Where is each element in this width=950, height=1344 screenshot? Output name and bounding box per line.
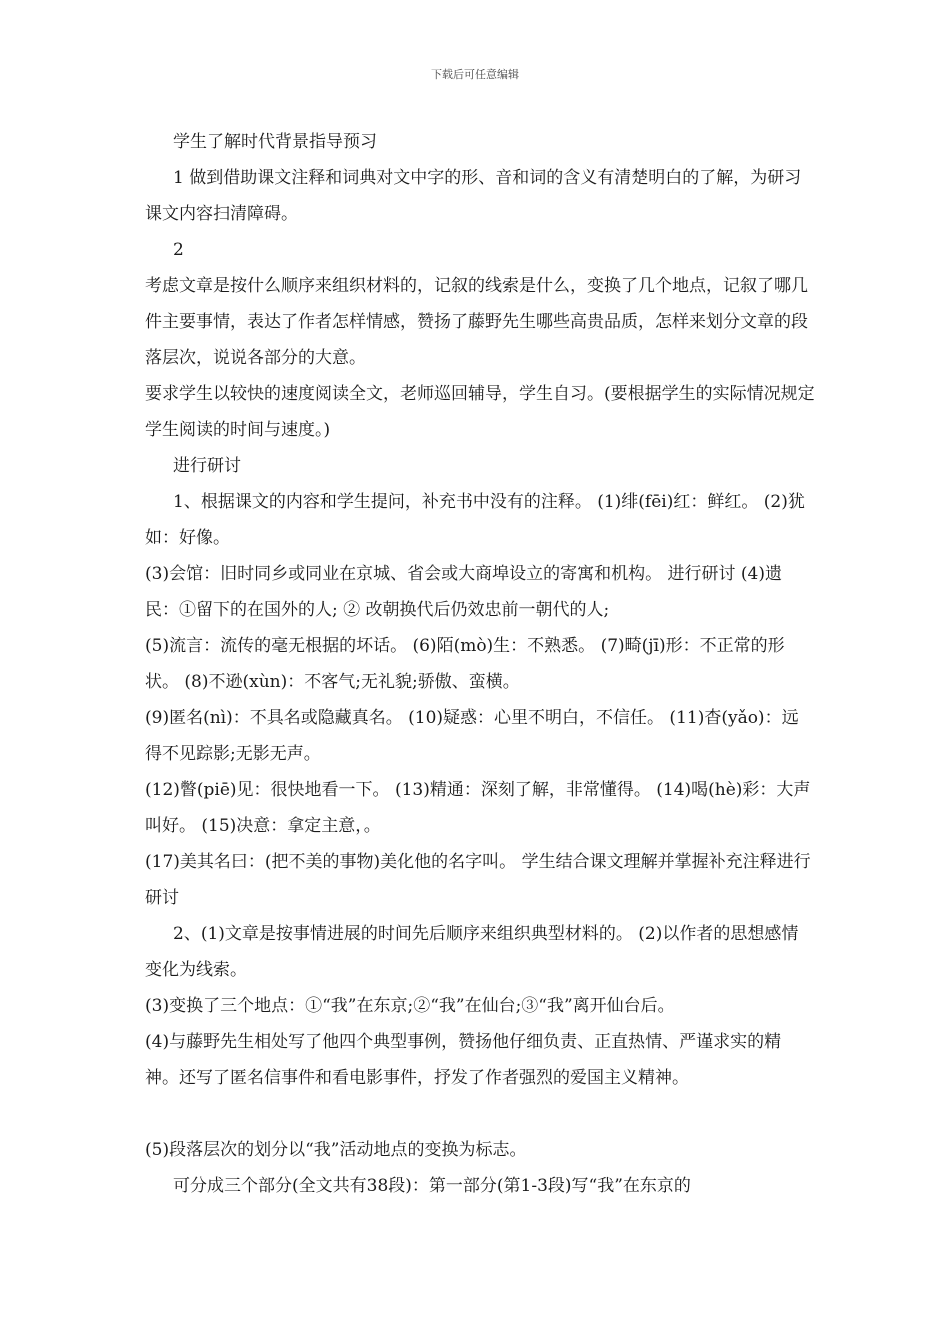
paragraph-notes-5-8: (5)流言：流传的毫无根据的坏话。 (6)陌(mò)生：不熟悉。 (7)畸(jī)形：不正常的形状。 (8)不逊(xùn)：不客气;无礼貌;骄傲、蛮横。 <box>145 636 785 692</box>
paragraph-notes-9-11: (9)匿名(nì)：不具名或隐藏真名。 (10)疑惑：心里不明白，不信任。 (11)杳(yǎo)：远得不见踪影;无影无声。 <box>145 708 799 764</box>
paragraph-analysis-5: (5)段落层次的划分以“我”活动地点的变换为标志。 <box>145 1140 527 1160</box>
paragraph-preview-title: 学生了解时代背景指导预习 <box>173 132 377 152</box>
paragraph-step-1: 1 做到借助课文注释和词典对文中字的形、音和词的含义有清楚明白的了解，为研习课文内容扫清障碍。 <box>145 168 802 224</box>
paragraph-three-parts: 可分成三个部分(全文共有38段)：第一部分(第1-3段)写“我”在东京的 <box>173 1176 691 1196</box>
paragraph-analysis-3: (3)变换了三个地点：①“我”在东京;②“我”在仙台;③“我”离开仙台后。 <box>145 996 675 1016</box>
paragraph-notes-intro: 1、根据课文的内容和学生提问，补充书中没有的注释。 (1)绯(fēi)红：鲜红。 (2)犹如：好像。 <box>145 492 805 548</box>
document-body <box>145 124 815 1204</box>
paragraph-reading-requirement: 要求学生以较快的速度阅读全文，老师巡回辅导，学生自习。(要根据学生的实际情况规定学生阅读的时间与速度。) <box>145 384 815 440</box>
paragraph-notes-3-4: (3)会馆：旧时同乡或同业在京城、省会或大商埠设立的寄寓和机构。 进行研讨 (4)遗民：①留下的在国外的人; ② 改朝换代后仍效忠前一朝代的人; <box>145 564 782 620</box>
page-header: 下载后可任意编辑 <box>431 68 519 81</box>
paragraph-discussion-title: 进行研讨 <box>173 456 241 476</box>
blank-line <box>145 1096 815 1132</box>
paragraph-analysis-4: (4)与藤野先生相处写了他四个典型事例，赞扬他仔细负责、正直热情、严谨求实的精神。还写了匿名信事件和看电影事件，抒发了作者强烈的爱国主义精神。 <box>145 1032 782 1088</box>
paragraph-notes-12-15: (12)瞥(piē)见：很快地看一下。 (13)精通：深刻了解，非常懂得。 (14)喝(hè)彩：大声叫好。 (15)决意：拿定主意，。 <box>145 780 811 836</box>
paragraph-step-2-number: 2 <box>173 240 184 260</box>
paragraph-notes-17: (17)美其名曰：(把不美的事物)美化他的名字叫。 学生结合课文理解并掌握补充注释进行研讨 <box>145 852 811 908</box>
paragraph-analysis-1-2: 2、(1)文章是按事情进展的时间先后顺序来组织典型材料的。 (2)以作者的思想感情变化为线索。 <box>145 924 799 980</box>
paragraph-step-2: 考虑文章是按什么顺序来组织材料的，记叙的线索是什么，变换了几个地点，记叙了哪几件主要事情，表达了作者怎样情感，赞扬了藤野先生哪些高贵品质，怎样来划分文章的段落层次，说说各部分的大意。 <box>145 276 808 368</box>
